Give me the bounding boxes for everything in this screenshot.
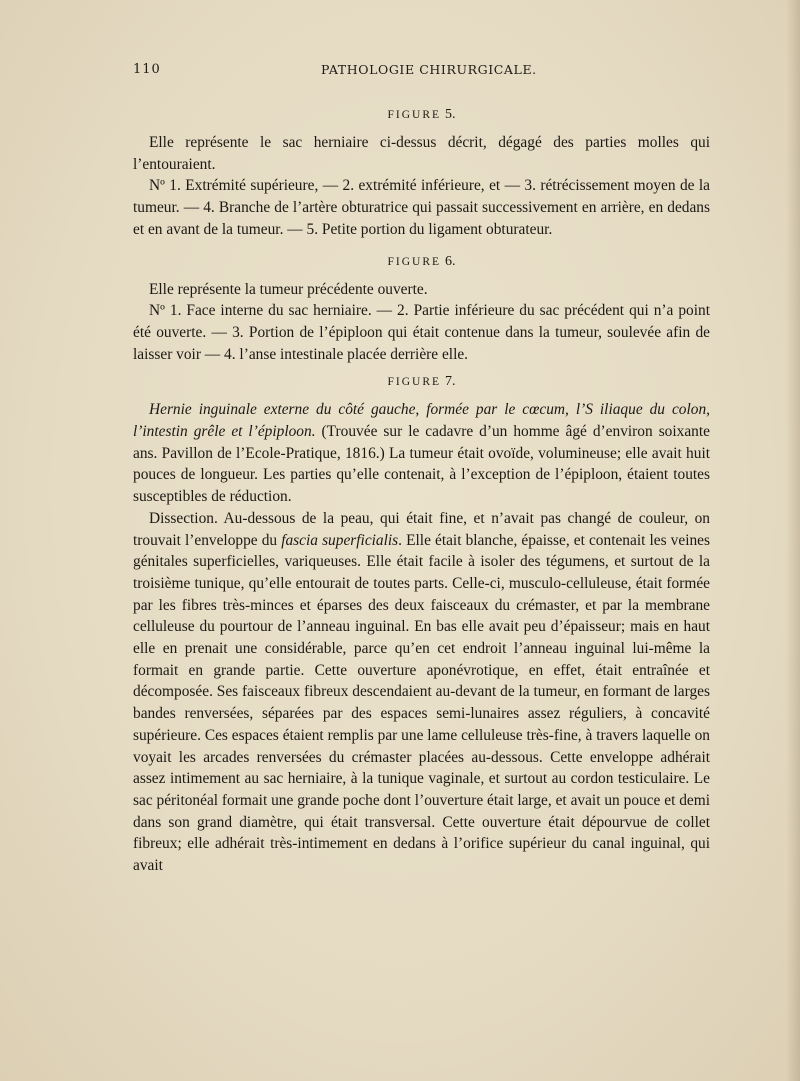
running-title: PATHOLOGIE CHIRURGICALE. — [321, 62, 537, 77]
page-gutter-shadow — [786, 0, 800, 1081]
dissection-text-rest: . Elle était blanche, épaisse, et contenait les veines génitales superficielles, variqueuses. Elle était facile à isoler des tégumens, et surtout de la troisième tunique, qu’elle entourait de toutes parts. Celle-ci, musculo-celluleuse, était formée par les fibres très-minces et éparses des deux faisceaux du crémaster, et par la membrane celluleuse du pourtour de l’anneau inguinal. En bas elle avait peu d’épaisseur; mais en haut elle en prenait une considérable, parce qu’en cet endroit l’anneau inguinal lui-même la formait en grande partie. Cette ouverture aponévrotique, en effet, était entraînée et décomposée. Ses faisceaux fibreux descendaient au-devant de la tumeur, en formant de larges bandes renversées, séparées par des espaces semi-lunaires assez réguliers, à concavité supérieure. Ces espaces étaient remplis par une lame celluleuse très-fine, à travers laquelle on voyait les arcades renversées du crémaster placées au-dessous. Cette enveloppe adhérait assez intimement au sac herniaire, à la tunique vaginale, et surtout au cordon testiculaire. Le sac péritonéal formait une grande poche dont l’ouverture était large, et avait un pouce et demi dans son grand diamètre, qui était transversal. Cette ouverture était dépourvue de collet fibreux; elle adhérait très-intimement en dedans à l’orifice supérieur du canal inguinal, qui avait — [133, 531, 710, 875]
page-number: 110 — [133, 62, 161, 77]
figure-number: 5. — [445, 107, 456, 122]
dissection-text-start: Dissection. Au-dessous de la peau, qui était fine, et n’avait pas changé de couleur, on trouvait l’enveloppe du — [133, 509, 710, 549]
figure-7-title: Hernie inguinale externe du côté gauche, formée par le cœcum, l’S iliaque du colon, l’intestin grêle et l’épiploon. — [133, 401, 710, 441]
figure-6-legend: Nº 1. Face interne du sac herniaire. — 2. Partie inférieure du sac précédent qui n’a point été ouverte. — 3. Portion de l’épiploon qui était contenue dans la tumeur, soulevée afin de laisser voir — 4. l’anse intestinale placée derrière elle. — [133, 302, 710, 363]
body-text — [133, 104, 710, 877]
figure-label: FIGURE — [387, 255, 442, 268]
figure-number: 7. — [445, 374, 456, 390]
figure-5-legend: Nº 1. Extrémité supérieure, — 2. extrémité inférieure, et — 3. rétrécissement moyen de la tumeur. — 4. Branche de l’artère obturatrice qui passait successivement en arrière, en dedans et en avant de la tumeur. — 5. Petite portion du ligament obturateur. — [133, 177, 710, 238]
figure-label: FIGURE — [387, 109, 442, 121]
figure-6-description: Elle représente la tumeur précédente ouverte. — [149, 280, 428, 298]
running-head — [133, 62, 713, 84]
figure-number: 6. — [445, 253, 456, 269]
dissection-italic-term: fascia superficialis — [281, 531, 399, 549]
figure-5-heading — [133, 104, 710, 126]
figure-6-heading — [133, 251, 710, 273]
figure-5-description: Elle représente le sac herniaire ci-dessus décrit, dégagé des parties molles qui l’entouraient. — [133, 134, 710, 173]
figure-7-case-paragraph — [133, 399, 710, 508]
figure-7-heading — [133, 371, 710, 393]
figure-label: FIGURE — [387, 376, 442, 389]
figure-7-case-text: (Trouvée sur le cadavre d’un homme âgé d’environ soixante ans. Pavillon de l’Ecole-Pratique, 1816.) La tumeur était ovoïde, volumineuse; elle avait huit pouces de longueur. Les parties qu’elle contenait, à l’exception de l’épiploon, étaient toutes susceptibles de réduction. — [133, 423, 710, 506]
dissection-paragraph — [133, 508, 710, 877]
